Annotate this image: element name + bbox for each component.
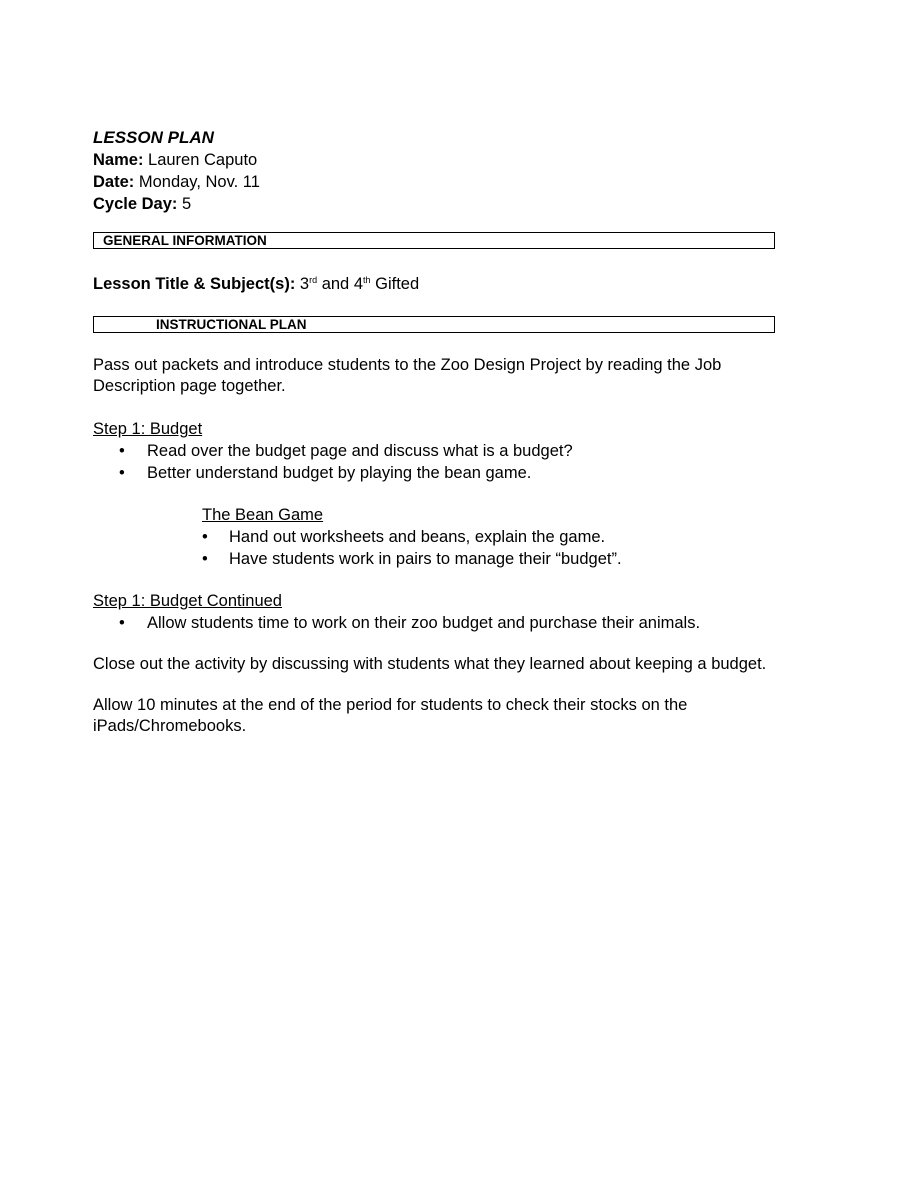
bean-game-heading: The Bean Game <box>202 506 324 524</box>
bullet-icon: • <box>119 464 125 482</box>
cycle-day-value: 5 <box>181 195 192 213</box>
grade-3: 3rd <box>299 275 318 293</box>
bullet-icon: • <box>202 528 208 546</box>
subject-text: Gifted <box>375 275 420 293</box>
date-value: Monday, Nov. 11 <box>138 173 260 191</box>
final-note-paragraph: Allow 10 minutes at the end of the period for students to check their stocks on the iPads/Chromebooks. <box>93 696 688 735</box>
bullet-icon: • <box>119 614 125 632</box>
intro-paragraph: Pass out packets and introduce students to the Zoo Design Project by reading the Job Description page together. <box>93 356 722 395</box>
step1-section <box>93 418 793 484</box>
step1-list <box>93 440 793 484</box>
document-title: LESSON PLAN <box>93 128 214 147</box>
cycle-day-label: Cycle Day: <box>93 195 178 213</box>
header-block <box>93 127 793 215</box>
cycle-day-line <box>93 193 793 215</box>
list-item: • Read over the budget page and discuss what is a budget? <box>119 442 573 460</box>
bullet-icon: • <box>119 442 125 460</box>
date-label: Date: <box>93 173 135 191</box>
list-item: • Hand out worksheets and beans, explain the game. <box>202 528 606 546</box>
name-label: Name: <box>93 151 144 169</box>
step1-continued-heading: Step 1: Budget Continued <box>93 592 282 610</box>
grade-4: 4th <box>353 275 371 293</box>
instructional-plan-heading: INSTRUCTIONAL PLAN <box>93 316 775 333</box>
closing-paragraph: Close out the activity by discussing with students what they learned about keeping a budget. <box>93 655 767 673</box>
step1-heading: Step 1: Budget <box>93 420 203 438</box>
bullet-icon: • <box>202 550 208 568</box>
general-information-heading: GENERAL INFORMATION <box>93 232 775 249</box>
list-item: • Have students work in pairs to manage their “budget”. <box>202 550 622 568</box>
lesson-title-label: Lesson Title & Subject(s): <box>93 275 296 293</box>
date-line <box>93 171 793 193</box>
and-text: and <box>321 275 350 293</box>
lesson-title-subject-line <box>93 273 793 295</box>
step1-continued-list <box>93 612 793 634</box>
name-value: Lauren Caputo <box>148 151 258 169</box>
name-line <box>93 149 793 171</box>
bean-game-section <box>93 504 793 570</box>
step1-continued-section <box>93 590 793 634</box>
list-item: • Allow students time to work on their zoo budget and purchase their animals. <box>119 614 701 632</box>
bean-game-list <box>202 526 793 570</box>
list-item: • Better understand budget by playing the bean game. <box>119 464 532 482</box>
lesson-plan-page <box>93 127 793 737</box>
